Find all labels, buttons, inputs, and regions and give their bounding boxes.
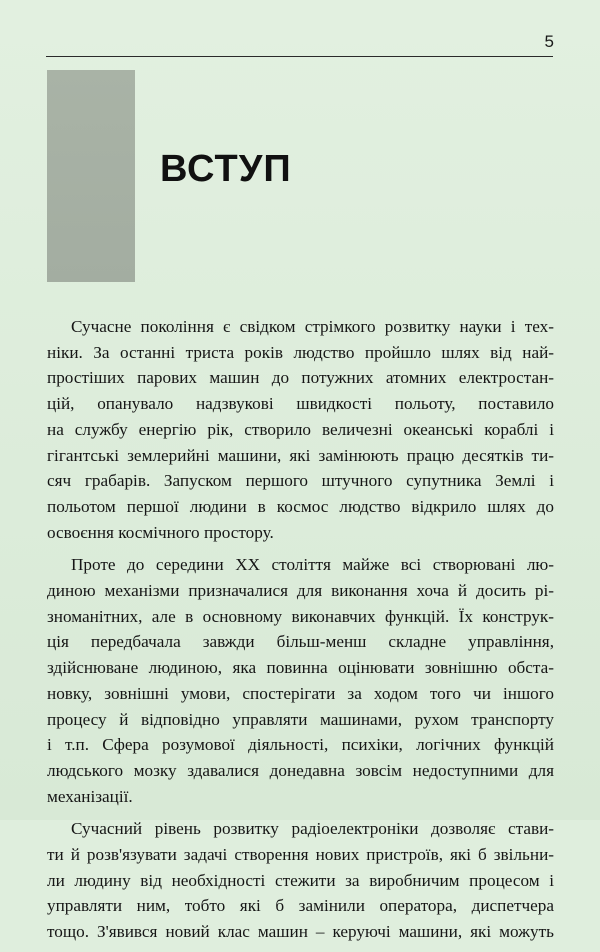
text-line: ли людину від необхідності стежити за виробничим процесом і [47,870,554,890]
text-line: здійснюване людиною, яка повинна оцінювати зовнішню обста- [47,658,554,678]
body-text [47,314,554,952]
text-line: ніки. За останні триста років людство пройшло шлях від най- [47,342,554,362]
paragraph-3 [47,816,554,945]
text-line: сяч грабарів. Запуском першого штучного супутника Землі і [47,471,554,491]
text-line: освоєння космічного простору. [47,522,274,542]
text-line: простіших парових машин до потужних атомних електростан- [47,368,554,388]
text-line: ція передбачала завжди більш-менш складне управління, [47,632,554,652]
paragraph-1 [47,314,554,545]
text-line: Сучасний рівень розвитку радіоелектроніки дозволяє стави- [71,819,554,839]
text-line: і т.п. Сфера розумової діяльності, психіки, логічних функцій [47,735,554,755]
text-line: зноманітних, але в основному виконавчих функцій. Їх конструк- [47,606,554,626]
text-line: механізації. [47,786,133,806]
text-line: тощо. З'явився новий клас машин – керуючі машини, які можуть [47,922,554,942]
text-line: на службу енергію рік, створило величезні океанські кораблі і [47,419,554,439]
chapter-title: ВСТУП [160,148,292,190]
text-line: новку, зовнішні умови, спостерігати за ходом того чи іншого [47,683,554,703]
text-line: ти й розв'язувати задачі створення нових пристроїв, які б звільни- [47,845,554,865]
text-line: цій, опанувало надзвукові швидкості польоту, поставило [47,394,554,414]
text-line: диною механізми призначалися для виконання хоча й досить рі- [47,581,554,601]
paragraph-2 [47,552,554,809]
text-line: управляти ним, тобто які б замінили оператора, диспетчера [47,896,554,916]
text-line: Сучасне покоління є свідком стрімкого розвитку науки і тех- [71,317,554,336]
page-number: 5 [544,32,554,51]
chapter-title-block [47,70,135,282]
text-line: гігантські землерийні машини, які замінюють працю десятків ти- [47,445,554,465]
text-line: людського мозку здавалися донедавна зовсім недоступними для [47,760,554,780]
text-line: Проте до середини XX століття майже всі створювані лю- [71,555,554,575]
header-rule [46,56,553,57]
text-line: процесу й відповідно управляти машинами, рухом транспорту [47,709,554,729]
text-line: польотом першої людини в космос людство відкрило шлях до [47,496,554,516]
